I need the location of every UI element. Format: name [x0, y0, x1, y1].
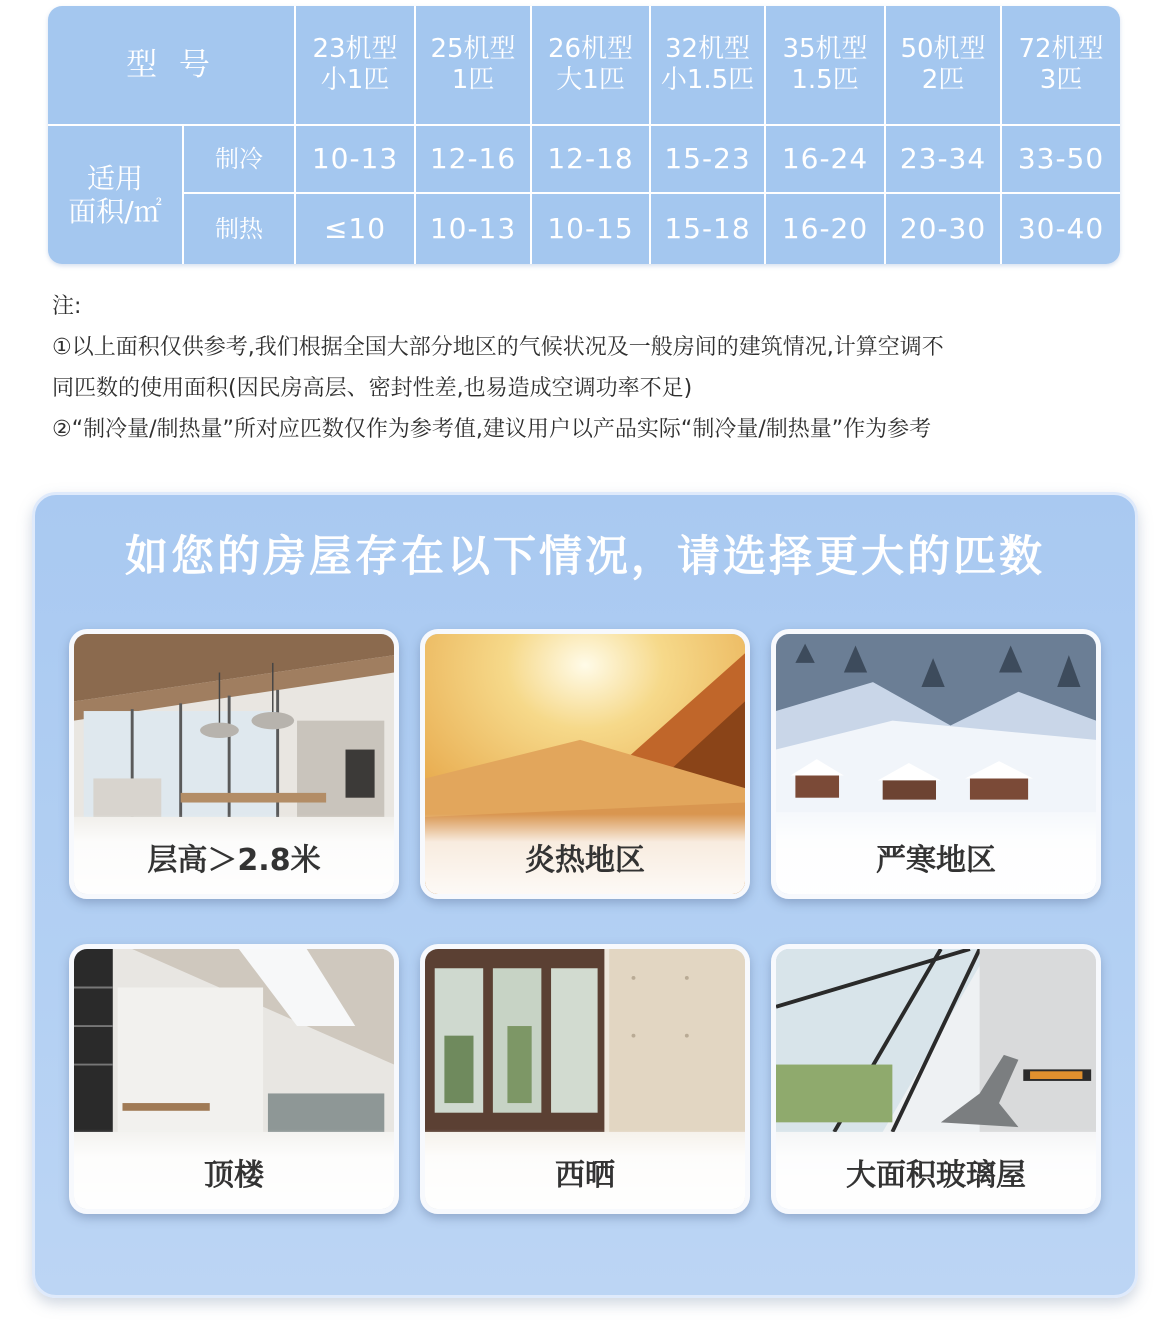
model-code: 50机型: [900, 34, 986, 65]
area-label: [48, 126, 182, 264]
model-col-25: [416, 6, 530, 124]
model-col-72: [1002, 6, 1120, 124]
area-label-line1: 适用: [86, 161, 143, 195]
scenario-card-hot-region: [420, 629, 750, 899]
advice-title: 如您的房屋存在以下情况，请选择更大的匹数: [125, 532, 1045, 582]
heating-area-cell: ≤10: [323, 212, 387, 246]
spec-table: [48, 6, 1120, 264]
note-line: 同匹数的使用面积(因民房高层、密封性差,也易造成空调功率不足): [52, 376, 693, 401]
cooling-area-cell: 23-34: [899, 142, 987, 176]
cooling-area-cell: 10-13: [311, 142, 399, 176]
scenario-card-top-floor: [69, 944, 399, 1214]
scenario-card-glass-house: [771, 944, 1101, 1214]
note-line: ②“制冷量/制热量”所对应匹数仅作为参考值,建议用户以产品实际“制冷量/制热量”作为参考: [52, 417, 932, 442]
heating-area-cell: 20-30: [899, 212, 987, 246]
heating-area-cell: 10-13: [429, 212, 517, 246]
notes-heading: 注:: [52, 294, 82, 319]
model-header: [48, 6, 294, 124]
model-capacity: 小1.5匹: [660, 65, 755, 95]
model-code: 23机型: [312, 34, 398, 65]
area-label-line2: 面积/㎡: [68, 195, 162, 228]
model-capacity: 3匹: [1039, 65, 1083, 95]
scenario-card-high-ceiling: [69, 629, 399, 899]
heating-label-text: 制热: [215, 214, 263, 243]
card-label: 西晒: [425, 1129, 745, 1209]
cooling-area-cell: 12-16: [429, 142, 517, 176]
model-code: 35机型: [782, 34, 868, 65]
model-capacity: 1匹: [451, 65, 495, 95]
heating-area-cell: 15-18: [664, 212, 751, 246]
heating-area-cell: 10-15: [547, 212, 634, 246]
heating-label: [184, 194, 294, 264]
model-code: 32机型: [664, 34, 751, 65]
model-capacity: 小1匹: [320, 65, 390, 95]
heating-area-cell: 30-40: [1017, 212, 1105, 246]
model-code: 72机型: [1018, 34, 1104, 65]
model-code: 25机型: [430, 34, 516, 65]
cooling-area-cell: 15-23: [664, 142, 751, 176]
card-label: 层高＞2.8米: [74, 814, 394, 894]
model-header-label: 型 号: [126, 46, 216, 83]
card-label: 顶楼: [74, 1129, 394, 1209]
notes: [52, 286, 1132, 450]
model-code: 26机型: [547, 34, 634, 65]
cooling-area-cell: 16-24: [781, 142, 869, 176]
cooling-label-text: 制冷: [215, 144, 263, 173]
card-label: 大面积玻璃屋: [776, 1129, 1096, 1209]
card-label: 严寒地区: [776, 814, 1096, 894]
card-label: 炎热地区: [425, 814, 745, 894]
model-col-35: [766, 6, 884, 124]
model-capacity: 2匹: [921, 65, 965, 95]
model-col-50: [886, 6, 1000, 124]
scenario-card-west-sun: [420, 944, 750, 1214]
model-col-23: [296, 6, 414, 124]
model-capacity: 大1匹: [556, 65, 625, 95]
scenario-card-cold-region: [771, 629, 1101, 899]
cooling-label: [184, 126, 294, 192]
model-col-32: [651, 6, 764, 124]
cooling-area-cell: 12-18: [547, 142, 634, 176]
model-col-26: [532, 6, 649, 124]
advice-panel: [32, 492, 1138, 1298]
heating-area-cell: 16-20: [781, 212, 869, 246]
note-line: ①以上面积仅供参考,我们根据全国大部分地区的气候状况及一般房间的建筑情况,计算空调不: [52, 335, 944, 360]
model-capacity: 1.5匹: [791, 65, 859, 95]
cooling-area-cell: 33-50: [1017, 142, 1105, 176]
